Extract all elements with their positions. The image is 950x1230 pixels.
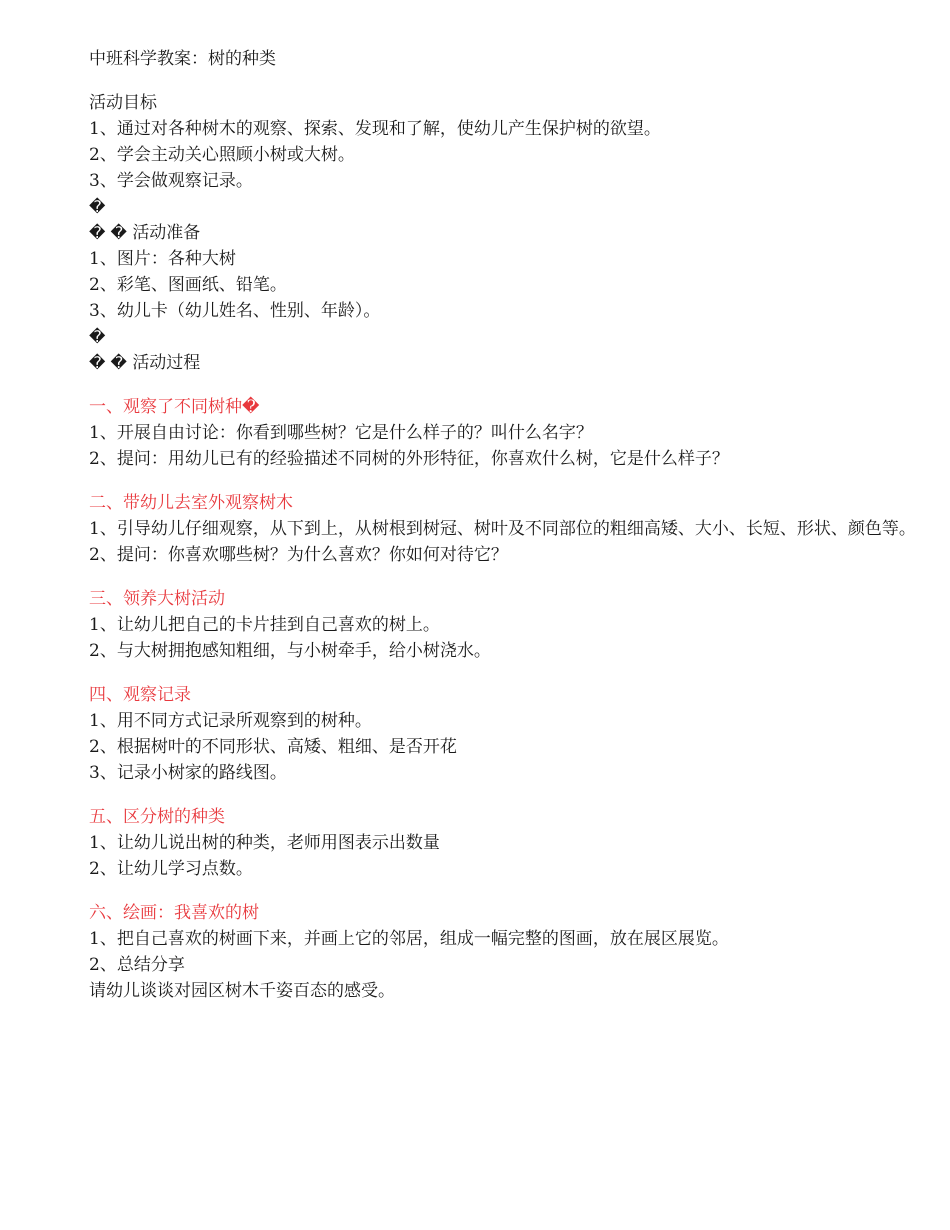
placeholder-glyph: � — [89, 327, 106, 346]
section-heading: 四、观察记录 — [89, 685, 191, 705]
document-title: 中班科学教案：树的种类 — [89, 49, 276, 69]
goal-item: 2、学会主动关心照顾小树或大树。 — [89, 145, 355, 165]
goal-item: 1、通过对各种树木的观察、探索、发现和了解，使幼儿产生保护树的欲望。 — [89, 119, 661, 139]
section-item: 2、提问：你喜欢哪些树？为什么喜欢？你如何对待它？ — [89, 545, 508, 565]
section-item: 1、让幼儿说出树的种类，老师用图表示出数量 — [89, 833, 440, 853]
section-item: 2、让幼儿学习点数。 — [89, 859, 253, 879]
section-heading: 一、观察了不同树种� — [89, 397, 260, 417]
section-item: 2、与大树拥抱感知粗细，与小树牵手，给小树浇水。 — [89, 641, 491, 661]
prep-item: 2、彩笔、图画纸、铅笔。 — [89, 275, 287, 295]
section-item: 2、根据树叶的不同形状、高矮、粗细、是否开花 — [89, 737, 457, 757]
prep-heading-line — [89, 220, 919, 246]
section-item: 1、让幼儿把自己的卡片挂到自己喜欢的树上。 — [89, 615, 440, 635]
section-item: 3、记录小树家的路线图。 — [89, 763, 287, 783]
placeholder-glyphs: � � — [89, 353, 127, 372]
section-heading: 二、带幼儿去室外观察树木 — [89, 493, 293, 513]
section-item: 1、用不同方式记录所观察到的树种。 — [89, 711, 372, 731]
prep-heading: 活动准备 — [132, 223, 201, 243]
goal-item: 3、学会做观察记录。 — [89, 171, 253, 191]
placeholder-glyphs: � � — [89, 223, 127, 242]
section-item: 请幼儿谈谈对园区树木千姿百态的感受。 — [89, 981, 395, 1001]
process-heading: 活动过程 — [132, 353, 201, 373]
section-item: 1、把自己喜欢的树画下来，并画上它的邻居，组成一幅完整的图画，放在展区展览。 — [89, 929, 729, 949]
placeholder-glyph: � — [89, 197, 106, 216]
section-heading: 三、领养大树活动 — [89, 589, 225, 609]
section-heading: 五、区分树的种类 — [89, 807, 225, 827]
goals-heading: 活动目标 — [89, 93, 157, 113]
process-heading-line — [89, 350, 919, 376]
section-item: 1、引导幼儿仔细观察，从下到上，从树根到树冠、树叶及不同部位的粗细高矮、大小、长短、形状、颜色等。 — [89, 519, 916, 539]
prep-item: 1、图片：各种大树 — [89, 249, 236, 269]
section-item: 2、提问：用幼儿已有的经验描述不同树的外形特征，你喜欢什么树，它是什么样子？ — [89, 449, 729, 469]
prep-item: 3、幼儿卡（幼儿姓名、性别、年龄）。 — [89, 301, 381, 321]
section-item: 1、开展自由讨论：你看到哪些树？它是什么样子的？叫什么名字？ — [89, 423, 593, 443]
document-page — [89, 46, 919, 1004]
section-heading: 六、绘画：我喜欢的树 — [89, 903, 259, 923]
section-item: 2、总结分享 — [89, 955, 185, 975]
